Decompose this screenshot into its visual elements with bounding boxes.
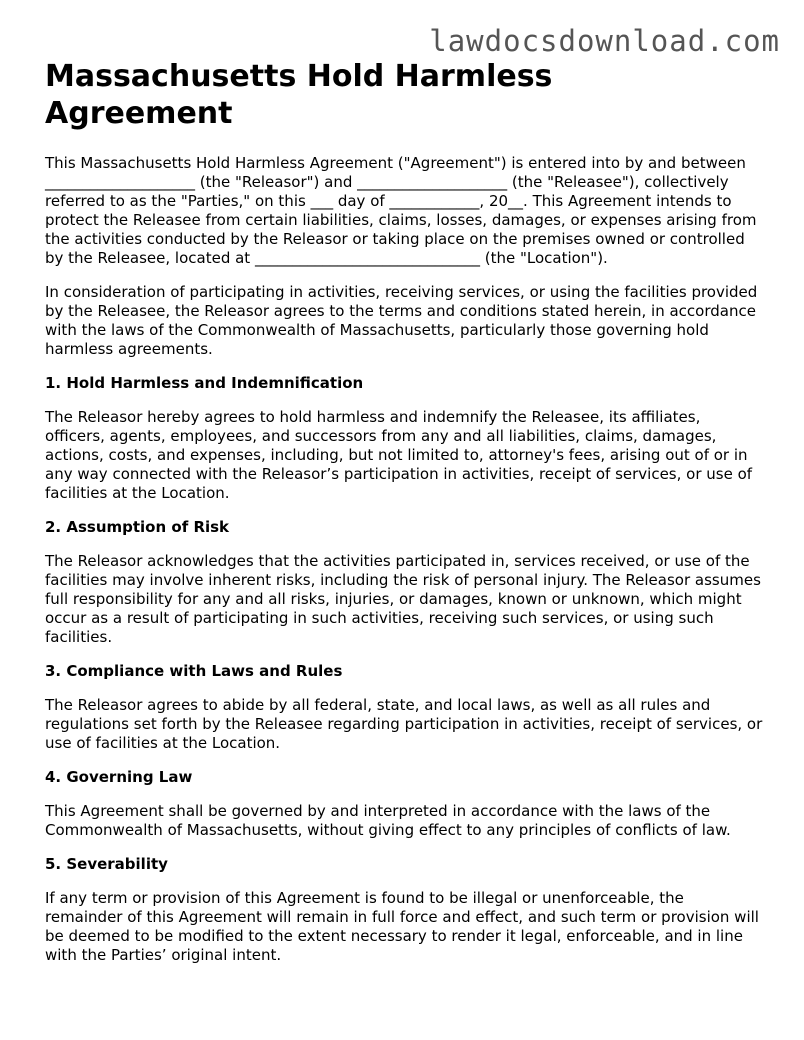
section-body-assumption-of-risk: The Releasor acknowledges that the activities participated in, services received, or use of the facilities may involve inherent risks, including the risk of personal injury. The Releasor assumes full responsibility for any and all risks, injuries, or damages, known or unknown, which might occur as a result of participating in such activities, receiving such services, or using such facilities. xyxy=(45,552,761,646)
intro-paragraph: This Massachusetts Hold Harmless Agreement ("Agreement") is entered into by and between ____________________ (the "Releasor") and ____________________ (the "Releasee"), collectively referred to as the "Parties," on this ___ day of ____________, 20__. This Agreement intends to protect the Releasee from certain liabilities, claims, losses, damages, or expenses arising from the activities conducted by the Releasor or taking place on the premises owned or controlled by the Releasee, located at ______________________________ (the "Location"). xyxy=(45,154,757,267)
section-heading-hold-harmless: 1. Hold Harmless and Indemnification xyxy=(45,374,364,392)
section-heading-compliance: 3. Compliance with Laws and Rules xyxy=(45,662,343,680)
document-page xyxy=(45,58,765,980)
section-body-hold-harmless: The Releasor hereby agrees to hold harmless and indemnify the Releasee, its affiliates, officers, agents, employees, and successors from any and all liabilities, claims, damages, actions, costs, and expenses, including, but not limited to, attorney's fees, arising out of or in any way connected with the Releasor’s participation in activities, receipt of services, or use of facilities at the Location. xyxy=(45,408,753,502)
section-body-governing-law: This Agreement shall be governed by and interpreted in accordance with the laws of the Commonwealth of Massachusetts, without giving effect to any principles of conflicts of law. xyxy=(45,802,731,839)
section-heading-assumption-of-risk: 2. Assumption of Risk xyxy=(45,518,230,536)
section-body-severability: If any term or provision of this Agreement is found to be illegal or unenforceable, the remainder of this Agreement will remain in full force and effect, and such term or provision will be deemed to be modified to the extent necessary to render it legal, enforceable, and in line with the Parties’ original intent. xyxy=(45,889,759,964)
section-heading-governing-law: 4. Governing Law xyxy=(45,768,193,786)
section-heading-severability: 5. Severability xyxy=(45,855,168,873)
watermark-text: lawdocsdownload.com xyxy=(429,24,780,58)
section-body-compliance: The Releasor agrees to abide by all federal, state, and local laws, as well as all rules and regulations set forth by the Releasee regarding participation in activities, receipt of services, or use of facilities at the Location. xyxy=(45,696,763,752)
consideration-paragraph: In consideration of participating in activities, receiving services, or using the facilities provided by the Releasee, the Releasor agrees to the terms and conditions stated herein, in accordance with the laws of the Commonwealth of Massachusetts, particularly those governing hold harmless agreements. xyxy=(45,283,758,358)
document-title: Massachusetts Hold Harmless Agreement xyxy=(45,59,553,131)
